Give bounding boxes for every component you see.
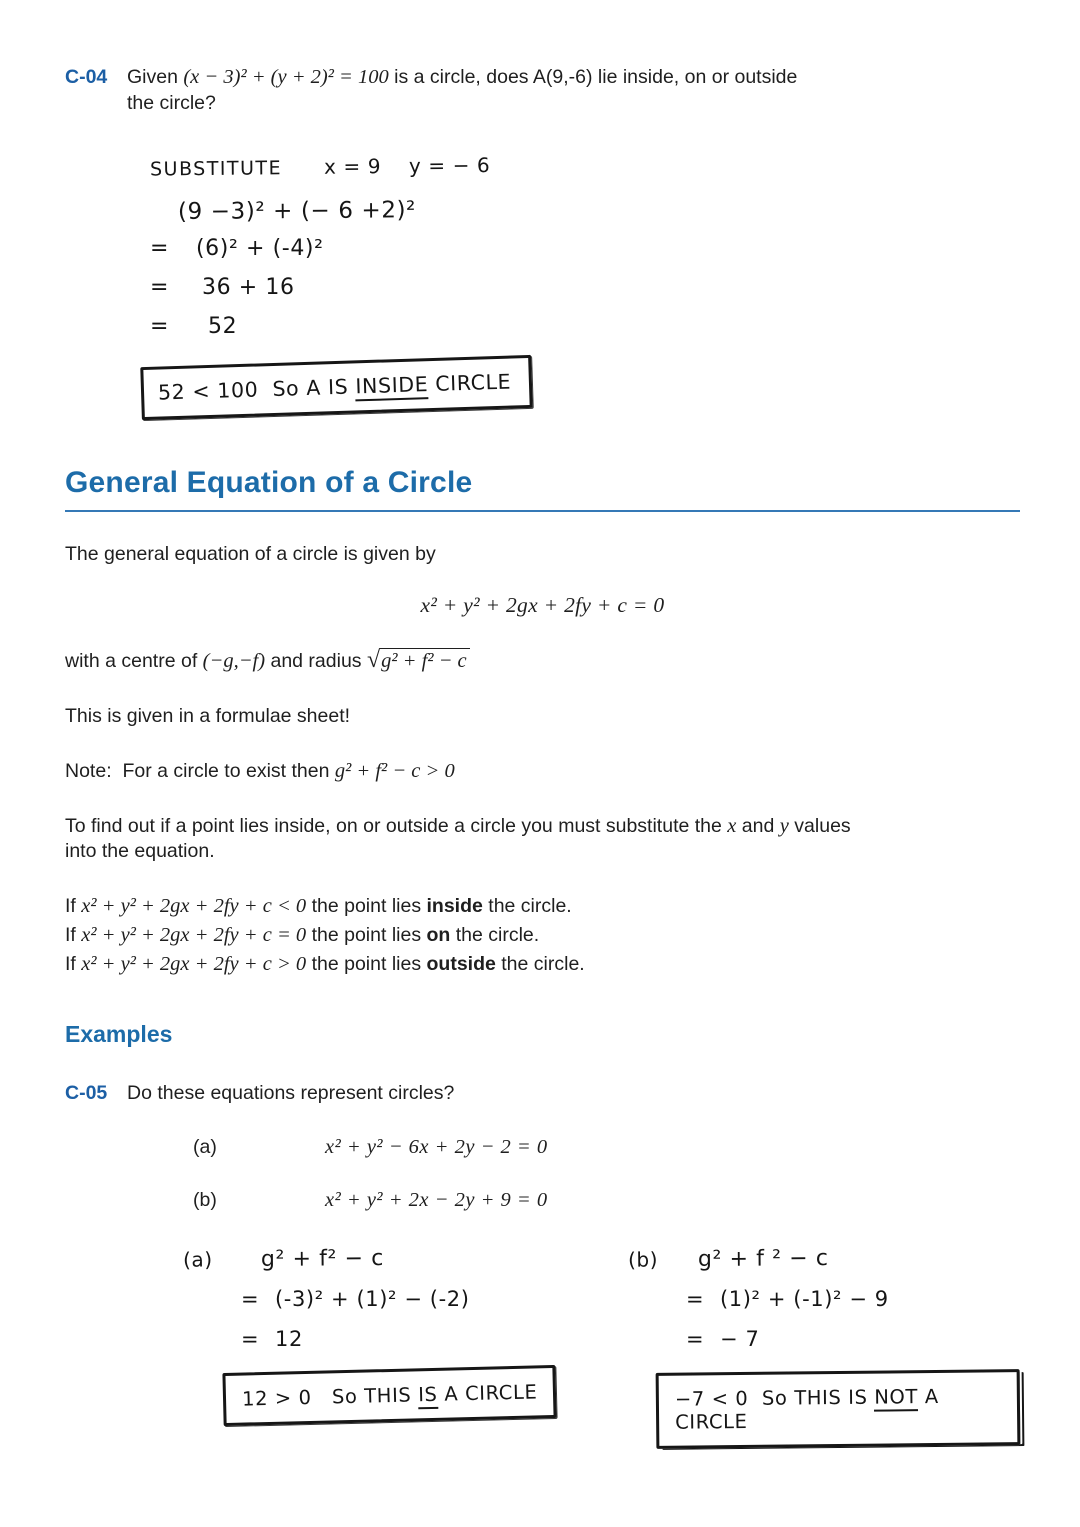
condition-expression: x² + y² + 2gx + 2fy + c < 0 — [81, 895, 307, 917]
result-text-cont: CIRCLE — [427, 369, 512, 397]
intro-paragraph: The general equation of a circle is given by — [65, 543, 436, 565]
equation-b-math: x² + y² + 2x − 2y + 9 = 0 — [325, 1189, 548, 1211]
result-text: −7 < 0 So THIS IS — [674, 1385, 875, 1411]
existence-note — [65, 759, 1020, 784]
question-text: Given — [127, 66, 184, 88]
problem-c05-label: C-05 — [65, 1082, 108, 1104]
equation-b-row — [65, 1189, 1020, 1212]
part-b-result-box — [656, 1369, 1021, 1449]
condition-text: the point lies — [306, 895, 427, 917]
result-text-cont: A CIRCLE — [437, 1380, 538, 1406]
work-step-3 — [150, 314, 1020, 339]
problem-c05-question: Do these equations represent circles? — [127, 1082, 455, 1104]
equals-sign: = — [686, 1327, 705, 1351]
radius-root-expression: g² + f² − c — [380, 648, 470, 672]
formulae-sheet-note: This is given in a formulae sheet! — [65, 705, 351, 727]
equals-sign: = — [150, 314, 170, 339]
equals-sign: = — [241, 1327, 260, 1351]
problem-c04-question — [127, 64, 1020, 116]
part-a-step-1 — [241, 1287, 583, 1311]
c05-handwritten-working — [65, 1246, 1020, 1447]
step-expression: (-3)² + (1)² − (-2) — [275, 1287, 470, 1311]
part-a-formula: g² + f² − c — [260, 1245, 384, 1273]
find-x-var: x — [727, 815, 737, 837]
equation-a-row — [65, 1136, 1020, 1159]
part-b-header — [628, 1244, 1020, 1272]
c04-handwritten-working — [150, 152, 1020, 339]
part-a-header — [183, 1244, 583, 1272]
part-a-step-2 — [241, 1327, 583, 1351]
if-word: If — [65, 924, 82, 946]
find-text: To find out if a point lies inside, on or outside a circle you must substitute the — [65, 815, 728, 837]
condition-keyword: inside — [426, 895, 483, 917]
step-expression: (1)² + (-1)² − 9 — [720, 1287, 889, 1311]
condition-tail: the circle. — [482, 895, 572, 917]
step-expression: 36 + 16 — [202, 275, 295, 300]
work-part-a — [183, 1246, 583, 1447]
part-a-result-box — [222, 1365, 557, 1426]
find-text-cont: values — [788, 815, 851, 837]
equation-a-tag: (a) — [193, 1136, 217, 1158]
find-and: and — [736, 815, 780, 837]
note-text: For a circle to exist then — [111, 760, 335, 782]
condition-on — [65, 921, 1020, 950]
equals-sign: = — [150, 275, 170, 300]
find-out-line-2: into the equation. — [65, 840, 215, 862]
step-expression: 12 — [275, 1327, 303, 1351]
examples-heading: Examples — [65, 1021, 173, 1047]
result-underlined-word: NOT — [874, 1385, 918, 1411]
find-y-var: y — [779, 815, 789, 837]
if-word: If — [65, 895, 82, 917]
general-equation-math: x² + y² + 2gx + 2fy + c = 0 — [420, 593, 665, 617]
question-line-2: the circle? — [127, 92, 216, 114]
condition-outside — [65, 950, 1020, 979]
equals-sign: = — [150, 236, 170, 261]
centre-math: (−g,−f) — [202, 650, 266, 672]
question-math: (x − 3)² + (y + 2)² = 100 — [183, 66, 389, 88]
if-word: If — [65, 953, 82, 975]
general-equation — [65, 593, 1020, 618]
equals-sign: = — [686, 1287, 705, 1311]
condition-tail: the circle. — [495, 953, 585, 975]
condition-text: the point lies — [306, 924, 427, 946]
condition-tail: the circle. — [450, 924, 540, 946]
problem-c04-label: C-04 — [65, 66, 108, 88]
c04-result-box — [140, 355, 533, 420]
work-step-1 — [150, 236, 1020, 261]
problem-c05 — [65, 1080, 1020, 1106]
condition-expression: x² + y² + 2gx + 2fy + c = 0 — [81, 924, 307, 946]
step-expression: 52 — [208, 314, 238, 339]
equation-a-math: x² + y² − 6x + 2y − 2 = 0 — [325, 1136, 548, 1158]
part-b-step-2 — [686, 1327, 1020, 1351]
part-b-tag: (b) — [627, 1247, 659, 1272]
problem-c04 — [65, 64, 1020, 116]
result-text: 52 < 100 So A IS — [157, 374, 356, 405]
centre-text: with a centre of — [65, 650, 203, 672]
radical-sign: √ — [366, 647, 381, 673]
find-out-line-1 — [65, 814, 1020, 839]
result-text: 12 > 0 So THIS — [241, 1383, 419, 1411]
question-line-1 — [127, 64, 1020, 90]
centre-radius-line — [65, 648, 1020, 674]
step-expression: − 7 — [720, 1327, 760, 1351]
substitute-values: x = 9 y = − 6 — [323, 152, 491, 179]
result-underlined-word: INSIDE — [355, 372, 429, 401]
condition-expression: x² + y² + 2gx + 2fy + c > 0 — [81, 953, 307, 975]
equation-b-tag: (b) — [193, 1189, 217, 1211]
part-b-formula: g² + f ² − c — [697, 1245, 829, 1273]
radius-text: and radius — [265, 650, 367, 672]
condition-rules — [65, 892, 1020, 979]
condition-keyword: outside — [426, 953, 496, 975]
note-math: g² + f² − c > 0 — [334, 760, 455, 782]
work-step-2 — [150, 275, 1020, 300]
equals-sign: = — [241, 1287, 260, 1311]
part-b-step-1 — [686, 1287, 1020, 1311]
condition-text: the point lies — [306, 953, 427, 975]
part-a-tag: (a) — [182, 1247, 213, 1272]
find-out-paragraph — [65, 814, 1020, 864]
result-text-cont: A CIRCLE — [675, 1384, 939, 1434]
result-underlined-word: IS — [418, 1383, 438, 1409]
substituted-expression: (9 −3)² + (− 6 +2)² — [177, 197, 417, 225]
work-part-b — [628, 1246, 1020, 1447]
radius-root — [366, 647, 470, 673]
note-label: Note: — [65, 760, 112, 782]
condition-inside — [65, 892, 1020, 921]
substitute-line — [150, 147, 1020, 180]
section-heading: General Equation of a Circle — [65, 466, 1020, 512]
condition-keyword: on — [426, 924, 451, 946]
step-expression: (6)² + (-4)² — [196, 236, 324, 261]
question-text-cont: is a circle, does A(9,-6) lie inside, on or outside — [388, 66, 798, 88]
substitute-label: SUBSTITUTE — [149, 157, 283, 181]
